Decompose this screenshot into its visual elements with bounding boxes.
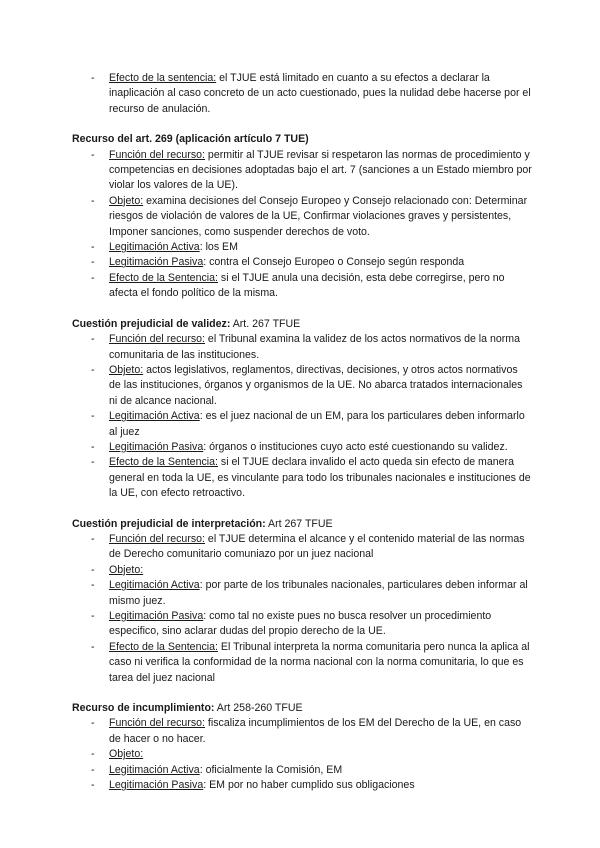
section-recurso-art-269 [72, 132, 532, 301]
section-heading [72, 701, 532, 716]
section-title: Recurso de incumplimiento: [72, 702, 215, 715]
section-suffix: Art 267 TFUE [265, 517, 333, 530]
list-item [72, 271, 532, 302]
section-suffix: Art. 267 TFUE [230, 317, 301, 330]
item-label: Legitimación Pasiva [109, 779, 204, 792]
section-continuation [72, 71, 532, 117]
item-text: si el TJUE declara invalido el acto queda sin efecto de manera general en toda la UE, es vinculante para todo los tribunales nacionales e instituciones de la UE, con efecto retroactivo. [109, 456, 531, 500]
item-label: Legitimación Pasiva [109, 440, 204, 453]
list-item [72, 747, 532, 762]
item-text: El Tribunal interpreta la norma comunitaria pero nunca la aplica al caso ni verifica la conformidad de la norma nacional con la norma comunitaria, lo que es tarea del juez nacional [109, 640, 530, 684]
item-text: fiscaliza incumplimientos de los EM del Derecho de la UE, en caso de hacer o no hacer. [109, 717, 522, 745]
item-text: : órganos o instituciones cuyo acto esté cuestionando su validez. [203, 440, 508, 453]
list-item [72, 71, 532, 117]
item-list [72, 148, 532, 302]
item-text: el TJUE está limitado en cuanto a su efectos a declarar la inaplicación al caso concreto de un acto cuestionado, pues la nulidad debe hacerse por el recurso de anulación. [109, 72, 531, 115]
item-label: Efecto de la sentencia: [109, 72, 217, 84]
section-recurso-incumplimiento [72, 701, 532, 793]
list-item [72, 578, 532, 609]
list-item [72, 240, 532, 255]
list-item [72, 455, 532, 501]
list-item [72, 440, 532, 455]
section-heading [72, 517, 532, 532]
section-title: Recurso del art. 269 (aplicación artículo 7 TUE) [72, 133, 309, 146]
list-item [72, 763, 532, 778]
item-list [72, 532, 532, 686]
item-label: Función del recurso: [109, 333, 205, 346]
item-text: si el TJUE anula una decisión, esta debe corregirse, pero no afecta el fondo político de la misma. [109, 271, 505, 300]
item-text: : EM por no haber cumplido sus obligaciones [203, 779, 415, 792]
section-cuestion-interpretacion [72, 517, 532, 686]
item-label: Legitimación Activa [109, 579, 200, 592]
list-item [72, 609, 532, 640]
item-label: Objeto: [109, 363, 144, 376]
section-title: Cuestión prejudicial de validez: [72, 317, 231, 330]
item-text: examina decisiones del Consejo Europeo y Consejo relacionado con: Determinar riesgos de violación de valores de la UE, Confirmar violaciones graves y persistentes, Imponer sanciones, como suspender derechos de voto. [109, 194, 528, 238]
item-label: Función del recurso: [109, 532, 205, 545]
item-label: Legitimación Activa [109, 763, 200, 776]
section-heading [72, 132, 532, 147]
item-list [72, 71, 532, 117]
list-item [72, 148, 532, 194]
list-item [72, 532, 532, 563]
item-label: Efecto de la Sentencia: [109, 456, 218, 469]
item-text: : es el juez nacional de un EM, para los particulares deben informarlo al juez [109, 410, 525, 438]
item-text: : oficialmente la Comisión, EM [199, 763, 343, 776]
item-text: el Tribunal examina la validez de los actos normativos de la norma comunitaria de las instituciones. [109, 333, 521, 361]
section-cuestion-validez [72, 317, 532, 502]
item-text: actos legislativos, reglamentos, directivas, decisiones, y otros actos normativos de las instituciones, órganos y organismos de la UE. No abarca tratados internacionales ni de alcance nacional. [109, 363, 523, 407]
item-label: Efecto de la Sentencia: [109, 640, 218, 653]
item-label: Legitimación Pasiva [109, 610, 204, 622]
list-item [72, 778, 532, 793]
item-label: Legitimación Pasiva [109, 256, 204, 269]
item-label: Legitimación Activa [109, 410, 200, 423]
section-suffix: Art 258-260 TFUE [214, 702, 303, 715]
item-text: : contra el Consejo Europeo o Consejo según responda [203, 256, 465, 269]
list-item [72, 194, 532, 240]
list-item [72, 332, 532, 363]
list-item [72, 563, 532, 578]
item-list [72, 332, 532, 501]
item-text: : por parte de los tribunales nacionales, particulares deben informar al mismo juez. [109, 579, 528, 607]
item-label: Legitimación Activa [109, 241, 200, 254]
section-title: Cuestión prejudicial de interpretación: [72, 517, 266, 530]
item-text: : los EM [199, 241, 238, 254]
item-text: el TJUE determina el alcance y el contenido material de las normas de Derecho comunitario comuniazo por un juez nacional [109, 532, 525, 561]
list-item [72, 640, 532, 686]
item-label: Objeto: [109, 194, 144, 207]
item-list [72, 716, 532, 793]
item-text: : como tal no existe pues no busca resolver un procedimiento especifico, sino aclarar dudas del propio derecho de la UE. [109, 610, 492, 638]
item-text: permitir al TJUE revisar si respetaron las normas de procedimiento y competencias en decisiones adoptadas bajo el art. 7 (sanciones a un Estado miembro por violar los valores de la UE). [109, 148, 532, 192]
item-label: Objeto: [109, 748, 144, 761]
list-item [72, 363, 532, 409]
list-item [72, 409, 532, 440]
list-item [72, 255, 532, 270]
section-heading [72, 317, 532, 332]
document-body [72, 71, 532, 808]
item-label: Efecto de la Sentencia: [109, 271, 218, 284]
item-label: Función del recurso: [109, 717, 205, 730]
item-label: Función del recurso: [109, 148, 205, 161]
list-item [72, 716, 532, 747]
item-label: Objeto: [109, 563, 144, 576]
